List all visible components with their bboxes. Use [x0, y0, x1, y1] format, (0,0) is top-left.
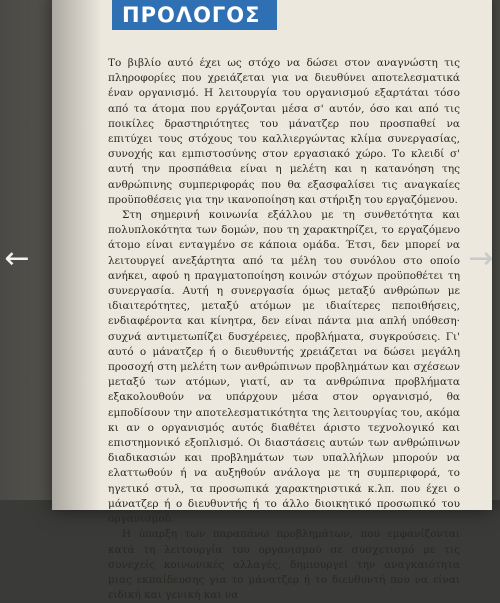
page-title: ΠΡΟΛΟΓΟΣ	[112, 0, 277, 30]
paragraph-1: Το βιβλίο αυτό έχει ως στόχο να δώσει στον αναγνώστη τις πληροφορίες που χρειάζεται για να διευθύνει αποτελεσματικά έναν οργανισμό. Η λειτουργία του οργανισμού εξαρτάται τόσο από τα άτομα που εργάζονται μέσα σ' αυτόν, όσο και από τις ποικίλες δραστηριότητες του μάνατζερ που προσπαθεί να επιτύχει τους στόχους του καλλιεργώντας κλίμα συνεργασίας, συνοχής και εμπιστοσύνης στον εργασιακό χώρο. Το κλειδί σ' αυτή την προσπάθεια είναι η μελέτη και η κατανόηση της ανθρώπινης συμπεριφοράς που θα εξασφαλίσει τις αναγκαίες προϋποθέσεις για την ικανοποίηση και στήριξη του εργαζόμενου.	[108, 57, 460, 206]
paragraph-3: Η ύπαρξη των παραπάνω προβλημάτων, που εμφανίζονται κατά τη λειτουργία του οργανισμού σε συσχετισμό με τις συνεχείς κοινωνικές αλλαγές, δημιουργεί την αναγκαιότητα μιας εκπαίδευσης για το μάνατζερ ή το διευθυντή που να είναι ειδική και γενική και να	[108, 528, 460, 602]
body-text	[108, 56, 460, 603]
next-page-arrow-icon[interactable]: →	[468, 241, 494, 276]
paragraph-2: Στη σημερινή κοινωνία εξάλλου με τη συνθετότητα και πολυπλοκότητα των δομών, που τη χαρακτηρίζει, το εργαζόμενο άτομο είναι ενταγμένο σε κάποια ομάδα. Έτσι, δεν μπορεί να λειτουργεί ανεξάρτητα από τα μέλη του συνόλου στο οποίο ανήκει, αφού η πραγματοποίηση κοινών στόχων προϋποθέτει τη συνεργασία. Αυτή η συνεργασία όμως μεταξύ ανθρώπων με ιδιαιτερότητες, μεταξύ ατόμων με ιδιαίτερες πεποιθήσεις, ενδιαφέροντα και κίνητρα, δεν είναι πάντα μια απλή υπόθεση· συχνά αντιμετωπίζει δυσχέρειες, προβλήματα, συγκρούσεις. Γι' αυτό ο μάνατζερ ή ο διευθυντής χρειάζεται να δώσει μεγάλη προσοχή στη μελέτη των ανθρώπινων προβλημάτων και σχέσεων μεταξύ των ατόμων, γιατί, αν τα ανθρώπινα προβλήματα εξακολουθούν να υπάρχουν μέσα στον οργανισμό, θα εμποδίσουν την αποτελεσματικότητα της λειτουργίας του, ακόμα κι αν ο οργανισμός αυτός διαθέτει άριστο τεχνολογικό και επιστημονικό εξοπλισμό. Οι διαστάσεις αυτών των ανθρώπινων διαδικασιών και προβλημάτων των υπαλλήλων μπορούν να ελαττωθούν ή να αυξηθούν ανάλογα με τη συμπεριφορά, το ηγετικό στυλ, τα προσωπικά χαρακτηριστικά κ.λπ. που έχει ο μάνατζερ ή ο διευθυντής ή το άλλο διοικητικό προσωπικό του οργανισμού.	[108, 209, 460, 526]
previous-page-arrow-icon[interactable]: ←	[4, 241, 30, 276]
